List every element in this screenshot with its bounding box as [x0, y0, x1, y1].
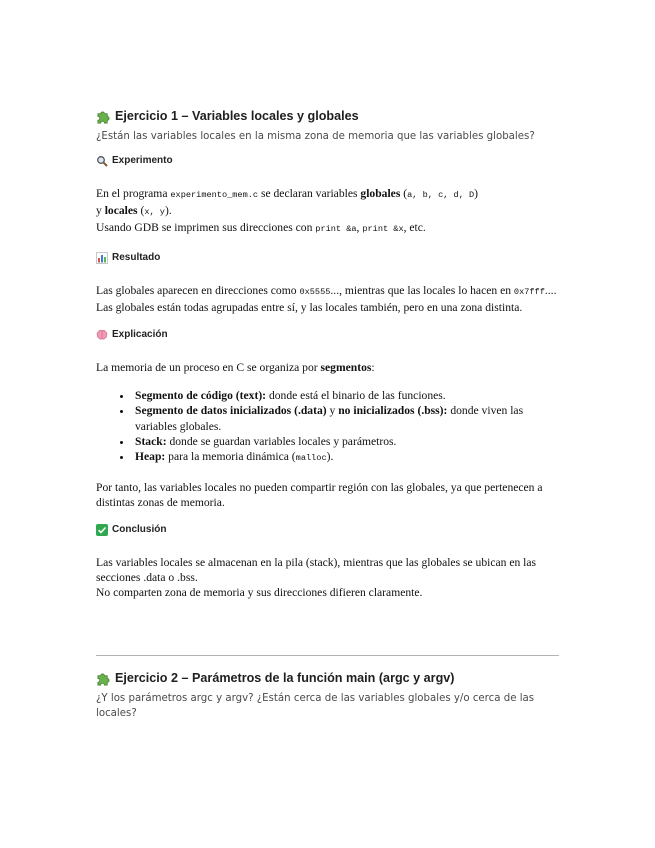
- puzzle-icon: [96, 109, 111, 124]
- text-run: donde está el binario de las funciones.: [266, 389, 446, 403]
- code-filename: experimento_mem.c: [170, 190, 259, 200]
- experimento-paragraph-1: [96, 186, 561, 238]
- puzzle-icon: [96, 671, 111, 686]
- code-local-vars: x, y: [144, 207, 165, 218]
- text-run: ).: [326, 450, 334, 464]
- list-item: [133, 449, 561, 466]
- segments-list: [96, 388, 561, 466]
- explicacion-intro: [96, 360, 561, 375]
- code-print-x: print &x: [362, 224, 404, 235]
- ex2-question: ¿Y los parámetros argc y argv? ¿Están cerca de las variables globales y/o cerca de las locales?: [96, 693, 535, 719]
- conclusion-paragraph-2: No comparten zona de memoria y sus direcciones difieren claramente.: [96, 586, 423, 600]
- document-page: [96, 106, 561, 600]
- text-run: La memoria de un proceso en C se organiza por: [96, 361, 321, 375]
- code-address-local: 0x7fff: [513, 286, 545, 297]
- text-run: donde se guardan variables locales y parámetros.: [166, 434, 397, 448]
- conclusion-paragraph-1: Las variables locales se almacenan en la pila (stack), mientras que las globales se ubican en las secciones .data o .bss.: [96, 555, 537, 584]
- text-run: (: [137, 204, 145, 218]
- code-global-vars: a, b, c, d, D: [407, 190, 475, 200]
- list-item: [133, 388, 561, 403]
- list-item: [133, 434, 561, 449]
- explicacion-outro: Por tanto, las variables locales no pueden compartir región con las globales, ya que pertenecen a distintas zonas de memoria.: [96, 481, 543, 510]
- text-run: ): [474, 187, 479, 200]
- resultado-heading: [96, 251, 561, 265]
- code-address-global: 0x5555: [299, 286, 331, 297]
- text-run: :: [371, 361, 375, 375]
- text-run: ..., mientras que las locales lo hacen en: [330, 283, 514, 297]
- experimento-heading-text: Experimento: [112, 155, 173, 166]
- code-malloc: malloc: [295, 453, 327, 464]
- section-divider: [96, 655, 559, 656]
- text-run: ....: [544, 283, 557, 297]
- ex1-question: ¿Están las variables locales en la misma zona de memoria que las variables globales?: [96, 131, 535, 142]
- ex1-title-text: Ejercicio 1 – Variables locales y globales: [115, 109, 359, 123]
- bold-text: no inicializados (.bss):: [338, 404, 448, 418]
- bold-locales: locales: [104, 204, 138, 218]
- bold-text: Segmento de datos inicializados (.data): [135, 404, 327, 418]
- bold-text: Stack:: [135, 434, 167, 448]
- bold-text: Heap:: [135, 450, 166, 464]
- code-print-a: print &a: [315, 224, 357, 235]
- ex2-section: [96, 668, 561, 721]
- ex2-title-text: Ejercicio 2 – Parámetros de la función main (argc y argv): [115, 671, 455, 685]
- text-run: ).: [164, 204, 172, 218]
- magnifier-icon: [96, 155, 108, 167]
- brain-icon: [96, 329, 108, 341]
- text-run: En el programa: [96, 187, 171, 200]
- text-run: (: [400, 187, 408, 200]
- explicacion-heading-text: Explicación: [112, 329, 168, 341]
- explicacion-heading: [96, 328, 561, 342]
- experimento-heading: [96, 154, 561, 168]
- text-run: Usando GDB se imprimen sus direcciones con: [96, 221, 316, 235]
- list-item: [133, 403, 561, 433]
- text-run: , etc.: [403, 221, 426, 235]
- text-run: para la memoria dinámica (: [165, 450, 296, 464]
- text-run: se declaran variables: [258, 187, 361, 200]
- bold-segmentos: segmentos: [320, 361, 372, 375]
- text-run: Las globales aparecen en direcciones como: [96, 283, 300, 297]
- conclusion-heading: [96, 523, 561, 537]
- resultado-paragraph-1: [96, 283, 561, 300]
- text-run: y: [326, 404, 339, 418]
- ex2-title: [96, 668, 561, 688]
- conclusion-heading-text: Conclusión: [112, 523, 167, 535]
- check-box-icon: [96, 524, 108, 536]
- resultado-heading-text: Resultado: [112, 251, 161, 263]
- text-run: donde viven las variables globales.: [135, 404, 524, 433]
- ex1-title: [96, 106, 561, 126]
- bold-globales: globales: [360, 187, 401, 200]
- resultado-paragraph-2: Las globales están todas agrupadas entre sí, y las locales también, pero en una zona distinta.: [96, 300, 523, 314]
- bold-text: Segmento de código (text):: [135, 389, 267, 403]
- bar-chart-icon: [96, 252, 108, 264]
- text-run: ,: [356, 221, 363, 235]
- text-run: y: [96, 204, 105, 218]
